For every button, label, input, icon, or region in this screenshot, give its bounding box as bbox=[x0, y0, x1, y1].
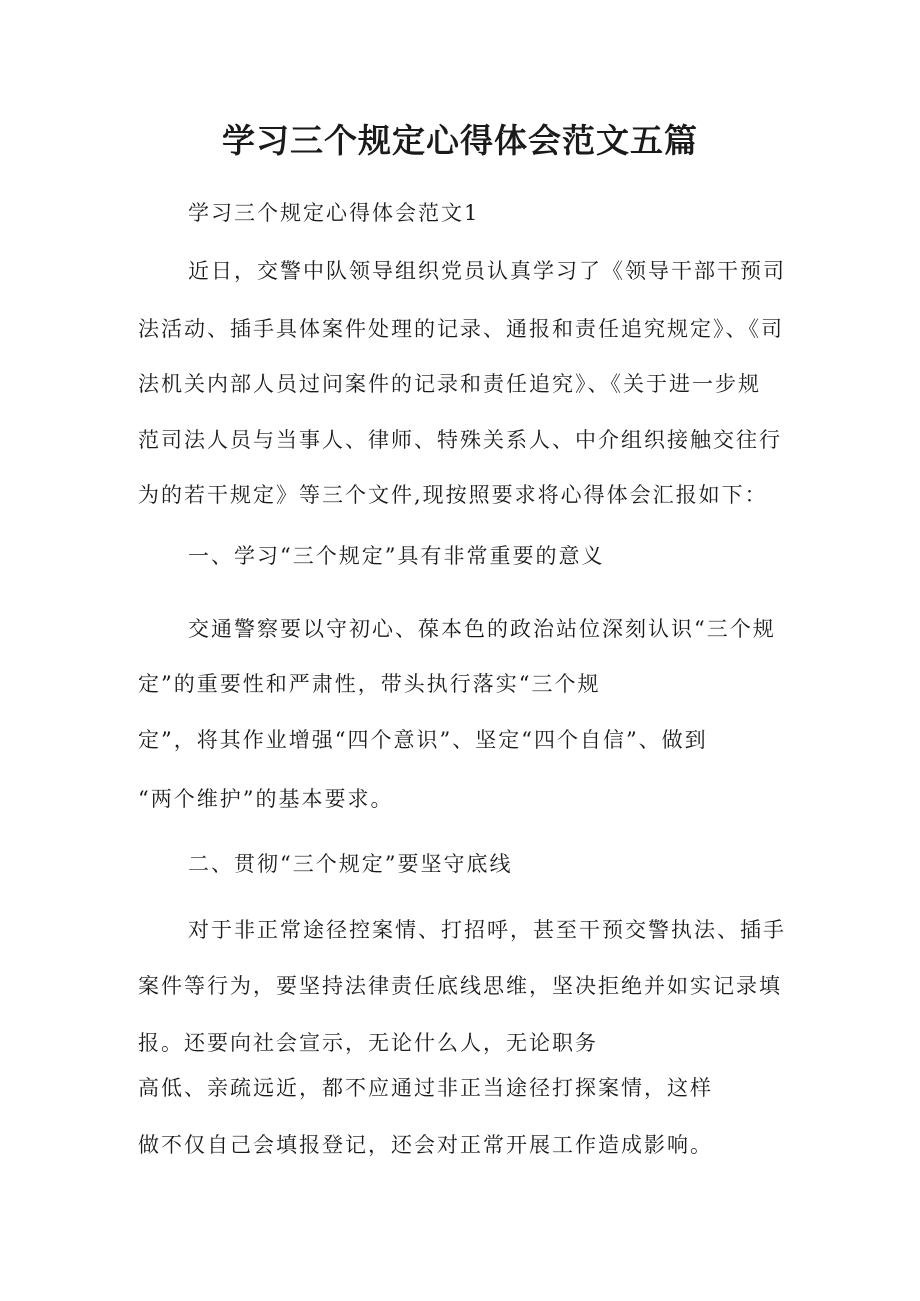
section-subtitle: 学习三个规定心得体会范文1 bbox=[188, 201, 480, 225]
paragraph-line: 案件等行为，要坚持法律责任底线思维，坚决拒绝并如实记录填 bbox=[138, 974, 782, 998]
paragraph-line: 定”，将其作业增强“四个意识”、坚定“四个自信”、做到 bbox=[138, 728, 708, 752]
paragraph-line: 法活动、插手具体案件处理的记录、通报和责任追究规定》、《司 bbox=[138, 317, 784, 341]
paragraph-line: 报。还要向社会宣示，无论什么人，无论职务 bbox=[138, 1031, 598, 1055]
section-heading: 二、贯彻“三个规定”要坚守底线 bbox=[188, 852, 513, 876]
paragraph-line: 范司法人员与当事人、律师、特殊关系人、中介组织接触交往行 bbox=[138, 428, 782, 452]
paragraph-line: “两个维护”的基本要求。 bbox=[138, 787, 394, 811]
paragraph-line: 为的若干规定》等三个文件,现按照要求将心得体会汇报如下： bbox=[138, 483, 768, 507]
paragraph-line: 交通警察要以守初心、葆本色的政治站位深刻认识“三个规 bbox=[188, 617, 776, 641]
paragraph-line: 法机关内部人员过问案件的记录和责任追究》、《关于进一步规 bbox=[138, 372, 761, 396]
section-heading: 一、学习“三个规定”具有非常重要的意义 bbox=[188, 544, 605, 568]
paragraph-line: 高低、亲疏远近，都不应通过非正当途径打探案情，这样 bbox=[138, 1076, 713, 1100]
paragraph-line: 对于非正常途径控案情、打招呼，甚至干预交警执法、插手 bbox=[188, 918, 786, 942]
paragraph-line: 做不仅自己会填报登记，还会对正常开展工作造成影响。 bbox=[138, 1133, 713, 1157]
paragraph-line: 定”的重要性和严肃性，带头执行落实“三个规 bbox=[138, 672, 601, 696]
paragraph-line: 近日，交警中队领导组织党员认真学习了《领导干部干预司 bbox=[188, 259, 786, 283]
document-title: 学习三个规定心得体会范文五篇 bbox=[222, 121, 698, 160]
